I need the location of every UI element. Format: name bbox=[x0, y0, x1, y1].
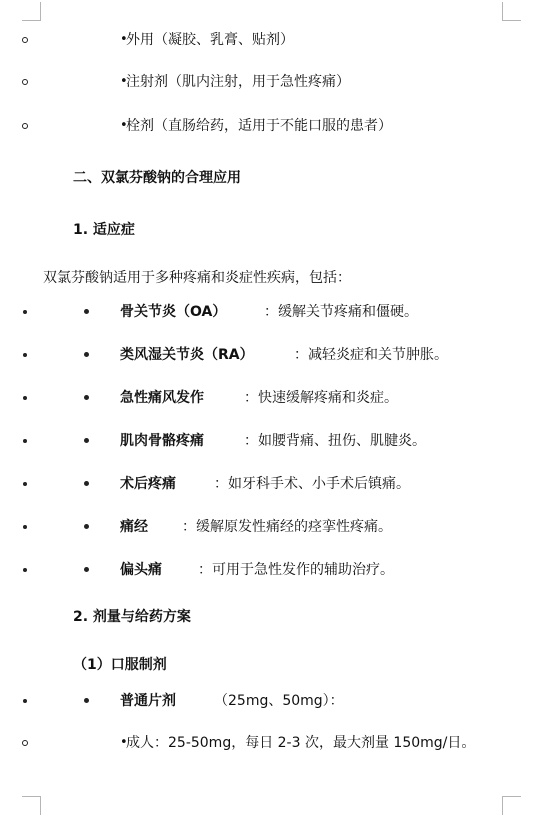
list-item-text: 注射剂（肌内注射，用于急性疼痛） bbox=[126, 74, 350, 90]
indication-term: 痛经 bbox=[120, 519, 148, 535]
tablet-term: 普通片剂 bbox=[120, 693, 176, 709]
list-item bbox=[0, 343, 546, 367]
indication-desc: ：可用于急性发作的辅助治疗。 bbox=[198, 562, 394, 578]
bullet-icon bbox=[84, 352, 89, 357]
bullet-icon bbox=[84, 698, 89, 703]
list-item bbox=[0, 515, 546, 539]
bullet-icon bbox=[84, 309, 89, 314]
bullet-icon bbox=[23, 353, 27, 357]
bullet-icon bbox=[23, 310, 27, 314]
bullet-icon bbox=[84, 438, 89, 443]
inline-bullet-marker: • bbox=[120, 735, 128, 750]
list-item-text: 外用（凝胶、乳膏、贴剂） bbox=[126, 32, 294, 48]
page-corner-mark-top-left bbox=[22, 2, 41, 21]
hollow-circle-bullet-icon bbox=[22, 37, 28, 43]
indication-desc: ：减轻炎症和关节肿胀。 bbox=[294, 347, 448, 363]
indication-term: 类风湿关节炎（RA） bbox=[120, 347, 254, 363]
bullet-icon bbox=[84, 481, 89, 486]
bullet-icon bbox=[23, 482, 27, 486]
indication-term: 偏头痛 bbox=[120, 562, 162, 578]
page-corner-mark-bottom-right bbox=[502, 796, 521, 815]
indication-desc: ：如牙科手术、小手术后镇痛。 bbox=[214, 476, 410, 492]
section-heading: 二、双氯芬酸钠的合理应用 bbox=[73, 170, 241, 186]
page-corner-mark-bottom-left bbox=[22, 796, 41, 815]
list-item bbox=[0, 300, 546, 324]
bullet-icon bbox=[84, 395, 89, 400]
indication-term: 急性痛风发作 bbox=[120, 390, 204, 406]
list-item bbox=[0, 70, 546, 94]
inline-bullet-marker: • bbox=[120, 118, 128, 133]
bullet-icon bbox=[23, 396, 27, 400]
list-item bbox=[0, 731, 546, 755]
bullet-icon bbox=[84, 524, 89, 529]
bullet-icon bbox=[84, 567, 89, 572]
intro-paragraph: 双氯芬酸钠适用于多种疼痛和炎症性疾病，包括： bbox=[43, 270, 351, 286]
hollow-circle-bullet-icon bbox=[22, 740, 28, 746]
tablet-desc: （25mg、50mg）： bbox=[214, 693, 344, 709]
list-item bbox=[0, 689, 546, 713]
bullet-icon bbox=[23, 525, 27, 529]
indication-term: 肌肉骨骼疼痛 bbox=[120, 433, 204, 449]
subsection-heading: 1. 适应症 bbox=[73, 222, 135, 238]
list-item bbox=[0, 386, 546, 410]
hollow-circle-bullet-icon bbox=[22, 123, 28, 129]
subsubsection-heading: （1）口服制剂 bbox=[73, 657, 167, 673]
list-item bbox=[0, 28, 546, 52]
bullet-icon bbox=[23, 439, 27, 443]
hollow-circle-bullet-icon bbox=[22, 79, 28, 85]
list-item bbox=[0, 114, 546, 138]
indication-desc: ：缓解原发性痛经的痉挛性疼痛。 bbox=[182, 519, 392, 535]
adult-dosage-text: 成人：25-50mg，每日 2-3 次，最大剂量 150mg/日。 bbox=[126, 735, 476, 751]
list-item bbox=[0, 472, 546, 496]
page-corner-mark-top-right bbox=[502, 2, 521, 21]
list-item-text: 栓剂（直肠给药，适用于不能口服的患者） bbox=[126, 118, 392, 134]
inline-bullet-marker: • bbox=[120, 74, 128, 89]
indication-desc: ：快速缓解疼痛和炎症。 bbox=[244, 390, 398, 406]
indication-desc: ：缓解关节疼痛和僵硬。 bbox=[264, 304, 418, 320]
list-item bbox=[0, 558, 546, 582]
indication-term: 骨关节炎（OA） bbox=[120, 304, 227, 320]
indication-desc: ：如腰背痛、扭伤、肌腱炎。 bbox=[244, 433, 426, 449]
bullet-icon bbox=[23, 568, 27, 572]
indication-term: 术后疼痛 bbox=[120, 476, 176, 492]
inline-bullet-marker: • bbox=[120, 32, 128, 47]
subsection-heading: 2. 剂量与给药方案 bbox=[73, 609, 191, 625]
list-item bbox=[0, 429, 546, 453]
bullet-icon bbox=[23, 699, 27, 703]
